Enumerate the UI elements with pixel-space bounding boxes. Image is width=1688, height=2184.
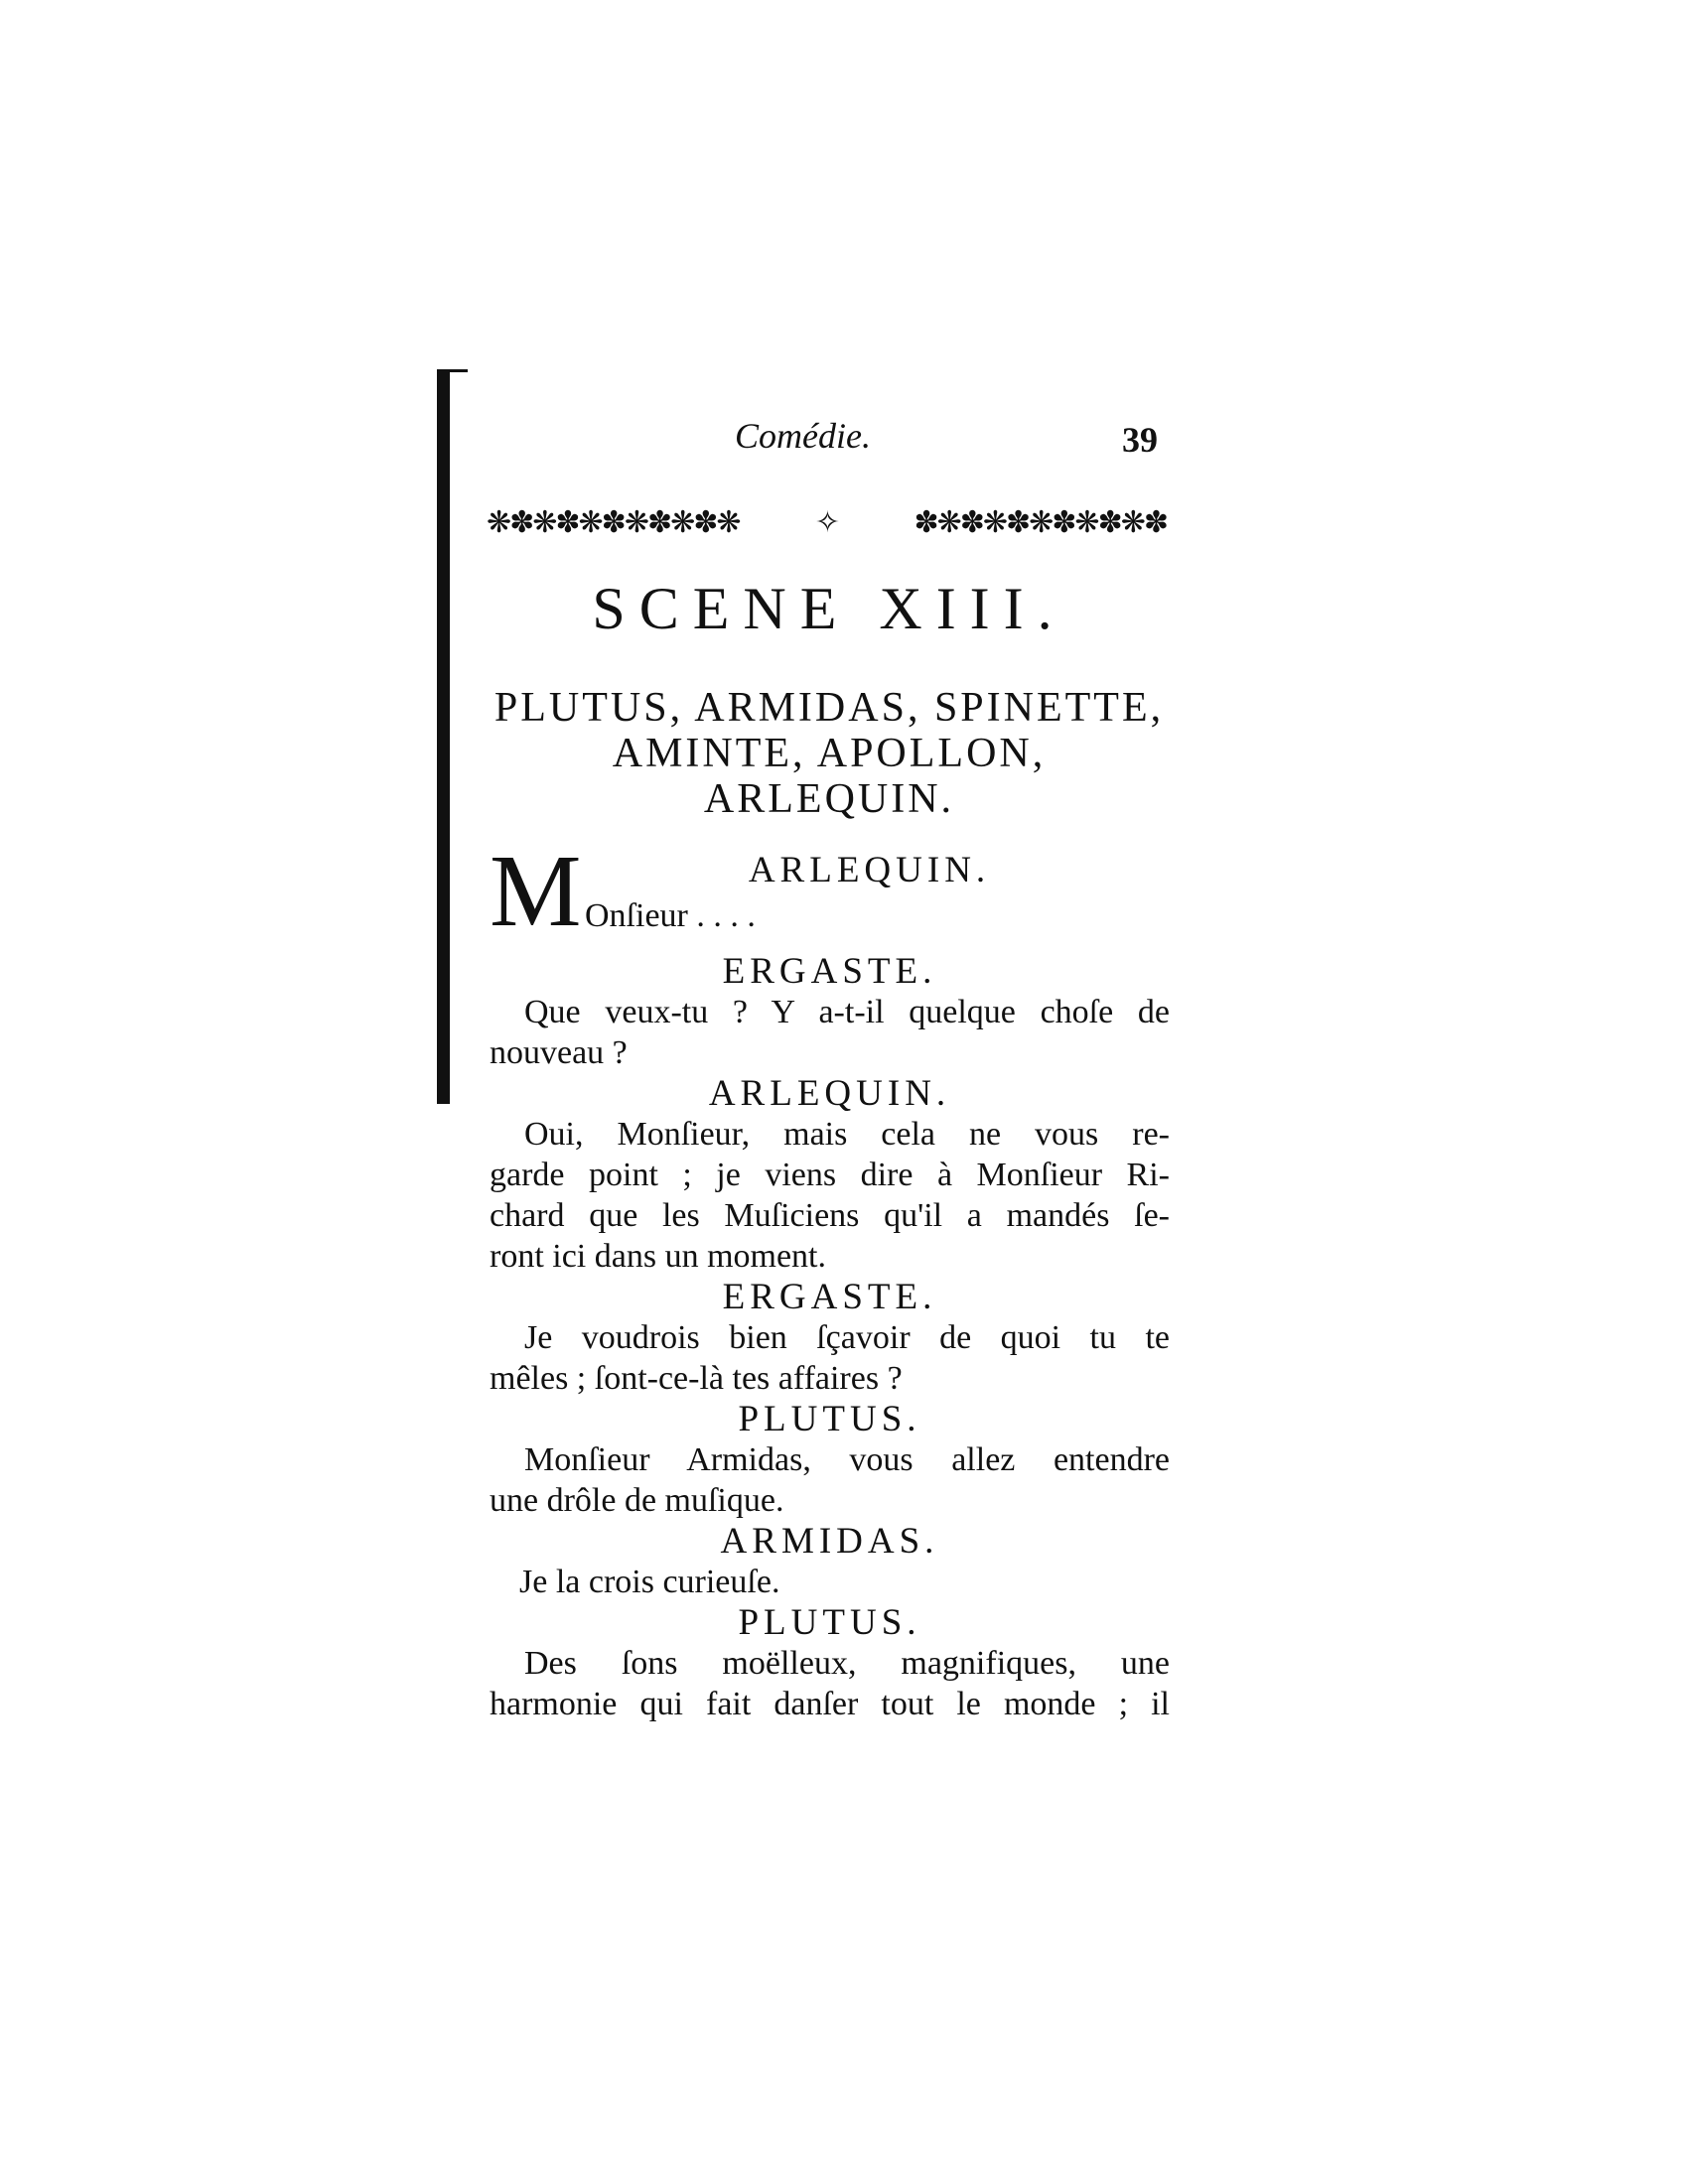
speech-line: ront ici dans un moment.: [490, 1238, 827, 1275]
speech-line: Que veux-tu ? Y a-t-il quelque choſe de: [524, 994, 1170, 1030]
running-title: Comédie.: [735, 416, 871, 456]
page-number: 39: [1122, 420, 1158, 460]
cast-list: [487, 685, 1172, 822]
speaker-name: ERGASTE.: [722, 1277, 937, 1317]
speech-line: Onſieur . . . .: [585, 897, 756, 934]
cast-line: ARLEQUIN.: [703, 776, 955, 822]
speech: [490, 1643, 1170, 1724]
ornament-center: ✧: [814, 506, 839, 539]
cast-line: AMINTE, APOLLON,: [612, 731, 1047, 776]
ornament-right: ✽❋✽❋✽❋✽❋✽❋✽: [914, 506, 1167, 539]
speaker-name: ARLEQUIN.: [708, 1073, 951, 1114]
speaker-name: ARMIDAS.: [720, 1521, 939, 1562]
speech: [490, 1114, 1170, 1277]
speech-line: Je la crois curieuſe.: [519, 1564, 780, 1600]
speaker-name: PLUTUS.: [738, 1399, 921, 1439]
running-head: [487, 415, 1172, 465]
dialogue-block: [490, 834, 1170, 951]
scene-title: SCENE XIII.: [592, 576, 1066, 641]
speech: [490, 1562, 1170, 1602]
ornament-left: ❋✽❋✽❋✽❋✽❋✽❋: [487, 506, 740, 539]
speech-line: harmonie qui fait danſer tout le monde ; il: [490, 1686, 1170, 1722]
gutter-mark: [450, 369, 468, 372]
speech: [490, 1317, 1170, 1399]
speaker-name: ERGASTE.: [722, 951, 937, 992]
speech-line: nouveau ?: [490, 1034, 628, 1071]
speaker-name: PLUTUS.: [738, 1602, 921, 1643]
speaker-name: ARLEQUIN.: [748, 850, 991, 890]
speech-line: Oui, Monſieur, mais cela ne vous re-: [524, 1116, 1170, 1153]
speech-line: mêles ; ſont-ce-là tes affaires ?: [490, 1360, 903, 1397]
ornamental-band: [487, 506, 1167, 540]
speech-line: Je voudrois bien ſçavoir de quoi tu te: [524, 1319, 1170, 1356]
speech: [490, 1439, 1170, 1521]
speech-line: garde point ; je viens dire à Monſieur Ri-: [490, 1157, 1170, 1193]
speech-line: chard que les Muſiciens qu'il a mandés ſe-: [490, 1197, 1170, 1234]
speech-line: Des ſons moëlleux, magnifiques, une: [524, 1645, 1170, 1682]
dialogue: [490, 834, 1170, 1724]
drop-cap: M: [490, 834, 582, 948]
gutter-shadow: [437, 369, 450, 1104]
speech: [490, 992, 1170, 1073]
cast-line: PLUTUS, ARMIDAS, SPINETTE,: [493, 685, 1165, 731]
speech-line: Monſieur Armidas, vous allez entendre: [524, 1441, 1170, 1478]
speech-line: une drôle de muſique.: [490, 1482, 784, 1519]
